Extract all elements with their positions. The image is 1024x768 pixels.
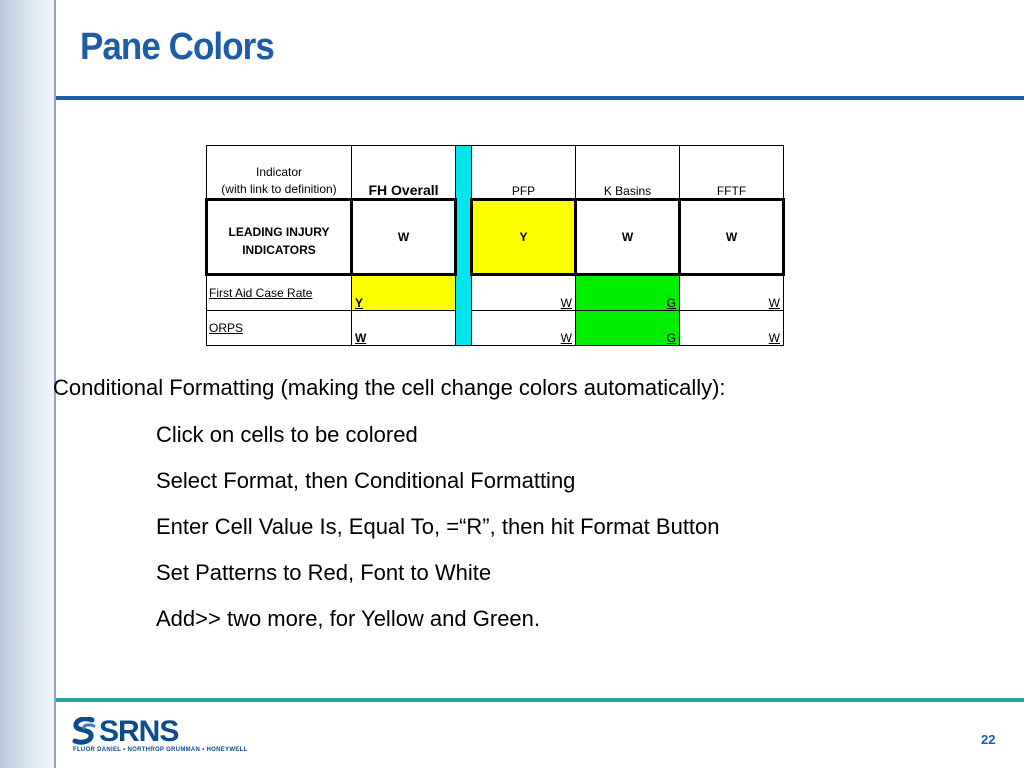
table-row bbox=[207, 311, 784, 346]
leading-label-line1: LEADING INJURY bbox=[228, 225, 330, 239]
pane-colors-table bbox=[205, 145, 785, 346]
list-item: Click on cells to be colored bbox=[156, 422, 418, 447]
leading-fftf-cell[interactable]: W bbox=[680, 200, 784, 275]
row-fftf-cell[interactable]: W bbox=[680, 311, 784, 346]
row-link-orps[interactable]: ORPS bbox=[207, 311, 352, 346]
indicator-header-line1: Indicator bbox=[255, 165, 303, 179]
fh-overall-header: FH Overall bbox=[352, 146, 456, 200]
row-pfp-cell[interactable]: W bbox=[472, 275, 576, 311]
steps-list bbox=[156, 421, 720, 651]
slide-title: Pane Colors bbox=[80, 26, 274, 68]
leading-k-basins-cell[interactable]: W bbox=[576, 200, 680, 275]
list-item: Enter Cell Value Is, Equal To, =“R”, then hit Format Button bbox=[156, 514, 720, 539]
row-k-basins-cell[interactable]: G bbox=[576, 311, 680, 346]
k-basins-header: K Basins bbox=[576, 146, 680, 200]
row-fh-cell[interactable]: W bbox=[352, 311, 456, 346]
row-k-basins-cell[interactable]: G bbox=[576, 275, 680, 311]
body-heading: Conditional Formatting (making the cell change colors automatically): bbox=[53, 375, 726, 400]
list-item: Add>> two more, for Yellow and Green. bbox=[156, 606, 541, 631]
side-band bbox=[0, 0, 56, 768]
row-fftf-cell[interactable]: W bbox=[680, 275, 784, 311]
indicator-header bbox=[207, 146, 352, 200]
divider-column bbox=[456, 146, 472, 346]
footer-rule bbox=[56, 698, 1024, 702]
list-item: Select Format, then Conditional Formatting bbox=[156, 468, 576, 493]
logo-text: SRNS bbox=[99, 715, 179, 748]
leading-fh-cell[interactable]: W bbox=[352, 200, 456, 275]
title-rule bbox=[56, 96, 1024, 100]
page-number: 22 bbox=[981, 732, 996, 747]
pfp-header: PFP bbox=[472, 146, 576, 200]
srns-logo bbox=[72, 715, 248, 759]
header-row bbox=[207, 146, 784, 200]
list-item: Set Patterns to Red, Font to White bbox=[156, 560, 492, 585]
row-pfp-cell[interactable]: W bbox=[472, 311, 576, 346]
row-link-first-aid[interactable]: First Aid Case Rate bbox=[207, 275, 352, 311]
row-fh-cell[interactable]: Y bbox=[352, 275, 456, 311]
logo-subtitle: FLUOR DANIEL • NORTHROP GRUMMAN • HONEYWELL bbox=[73, 747, 248, 753]
leading-pfp-cell[interactable]: Y bbox=[472, 200, 576, 275]
leading-label-line2: INDICATORS bbox=[242, 243, 316, 257]
leading-row bbox=[207, 200, 784, 275]
leading-label bbox=[207, 200, 352, 275]
indicator-header-line2: (with link to definition) bbox=[221, 182, 337, 196]
srns-logo-icon bbox=[72, 717, 98, 745]
fftf-header: FFTF bbox=[680, 146, 784, 200]
table-row bbox=[207, 275, 784, 311]
